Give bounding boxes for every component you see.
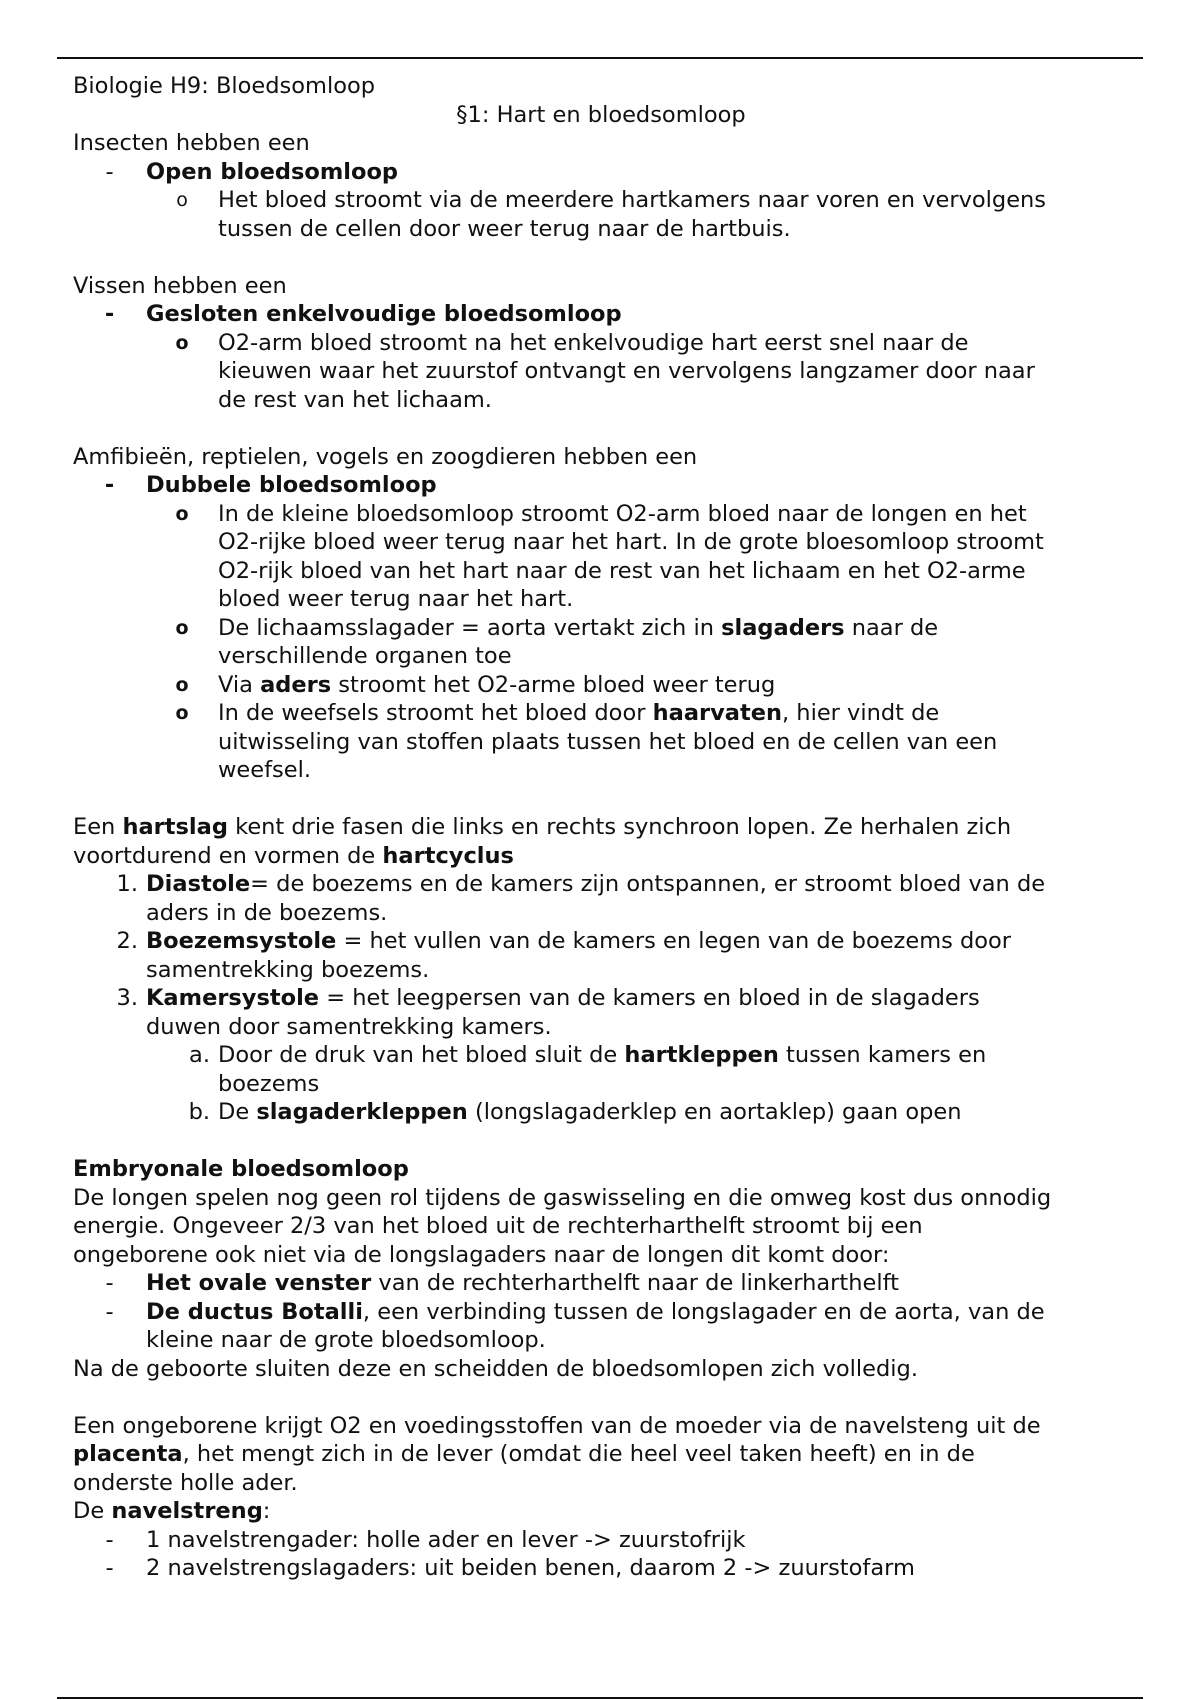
dash-bullet: - <box>105 1298 114 1325</box>
document-page <box>73 72 1133 1583</box>
dash-bullet: - <box>105 1270 114 1296</box>
haarvaten-term: haarvaten <box>652 700 782 726</box>
dash-bullet: - <box>104 301 115 327</box>
text-run: De <box>218 1099 257 1125</box>
dash-bullet: - <box>105 1555 114 1581</box>
list-item <box>73 699 1133 785</box>
sub-line: kieuwen waar het zuurstof ontvangt en vervolgens langzamer door naar <box>218 358 1035 384</box>
list-item <box>73 1298 1133 1355</box>
letter-marker: a. <box>189 1042 210 1068</box>
list-item-text: 1 navelstrengader: holle ader en lever -> zuurstofrijk <box>146 1526 746 1553</box>
sub-line: uitwisseling van stoffen plaats tussen het bloed en de cellen van een <box>218 728 998 755</box>
paragraph-line: Een ongeborene krijgt O2 en voedingsstoffen van de moeder via de navelsteng uit de <box>73 1412 1041 1439</box>
list-item <box>73 1554 1133 1583</box>
dash-bullet: - <box>104 472 115 498</box>
list-item <box>73 1526 1133 1555</box>
ductus-botalli-term: De ductus Botalli <box>146 1298 363 1325</box>
paragraph-line: ongeborene ook niet via de longslagaders naar de longen dit komt door: <box>73 1241 890 1268</box>
sub-line: In de kleine bloedsomloop stroomt O2-arm bloed naar de longen en het <box>218 500 1027 527</box>
number-marker: 1. <box>116 871 138 897</box>
text-run: van de rechterharthelft naar de linkerharthelft <box>371 1270 899 1296</box>
text-run: Via <box>218 671 261 698</box>
sub-line: duwen door samentrekking kamers. <box>146 1013 552 1040</box>
sub-line: aders in de boezems. <box>146 899 388 926</box>
numbered-item <box>73 927 1133 984</box>
circle-bullet: o <box>176 189 188 211</box>
number-marker: 2. <box>116 928 138 954</box>
text-run: naar de <box>844 614 939 641</box>
list-item <box>73 500 1133 614</box>
bottom-rule <box>57 1697 1143 1699</box>
lettered-item <box>73 1098 1133 1127</box>
sub-line: verschillende organen toe <box>218 643 512 669</box>
text-run: In de weefsels stroomt het bloed door <box>218 700 653 726</box>
ovale-venster-term: Het ovale venster <box>146 1270 372 1296</box>
letter-marker: b. <box>188 1099 210 1125</box>
text-run: De <box>73 1498 112 1524</box>
numbered-item <box>73 870 1133 927</box>
navelstreng-term: navelstreng <box>111 1498 263 1524</box>
list-item <box>73 158 1133 187</box>
open-bloedsomloop-term: Open bloedsomloop <box>146 158 399 185</box>
text-run: = het leegpersen van de kamers en bloed in de slagaders <box>319 985 980 1011</box>
numbered-item <box>73 984 1133 1041</box>
sub-line: weefsel. <box>218 757 311 783</box>
sub-line: Het bloed stroomt via de meerdere hartkamers naar voren en vervolgens <box>218 187 1047 213</box>
sub-line: O2-arm bloed stroomt na het enkelvoudige hart eerst snel naar de <box>218 329 969 356</box>
placenta-term: placenta <box>73 1441 183 1467</box>
section-title: §1: Hart en bloedsomloop <box>456 101 746 128</box>
paragraph-line: De longen spelen nog geen rol tijdens de gaswisseling en die omweg kost dus onnodig <box>73 1184 1052 1211</box>
text-run: , het mengt zich in de lever (omdat die heel veel taken heeft) en in de <box>182 1441 975 1467</box>
doc-title: Biologie H9: Bloedsomloop <box>73 73 376 99</box>
text-run: De lichaamsslagader = aorta vertakt zich in <box>218 614 722 641</box>
paragraph-line: onderste holle ader. <box>73 1469 298 1496</box>
text-run: = de boezems en de kamers zijn ontspannen, er stroomt bloed van de <box>250 871 1046 897</box>
boezemsystole-term: Boezemsystole <box>146 928 337 954</box>
hartcyclus-term: hartcyclus <box>382 842 514 869</box>
paragraph-line: Na de geboorte sluiten deze en scheidden de bloedsomlopen zich volledig. <box>73 1355 918 1382</box>
list-item-text: 2 navelstrengslagaders: uit beiden benen, daarom 2 -> zuurstofarm <box>146 1555 915 1581</box>
list-item <box>73 671 1133 700</box>
hartkleppen-term: hartkleppen <box>624 1042 779 1068</box>
number-marker: 3. <box>116 985 138 1011</box>
vissen-intro: Vissen hebben een <box>73 272 287 299</box>
sub-line: samentrekking boezems. <box>146 956 430 983</box>
aders-term: aders <box>260 671 332 698</box>
slagaderkleppen-term: slagaderkleppen <box>256 1099 468 1125</box>
circle-bullet: o <box>175 673 189 696</box>
paragraph-line: energie. Ongeveer 2/3 van het bloed uit de rechterharthelft stroomt bij een <box>73 1213 923 1239</box>
text-run: = het vullen van de kamers en legen van de boezems door <box>336 928 1012 954</box>
sub-line: O2-rijke bloed weer terug naar het hart. In de grote bloesomloop stroomt <box>218 529 1044 555</box>
text-run: Door de druk van het bloed sluit de <box>218 1042 625 1068</box>
dubbele-term: Dubbele bloedsomloop <box>146 472 437 498</box>
text-run: (longslagaderklep en aortaklep) gaan open <box>467 1099 962 1125</box>
circle-bullet: o <box>175 502 189 525</box>
list-item <box>73 471 1133 500</box>
gesloten-term: Gesloten enkelvoudige bloedsomloop <box>146 301 622 327</box>
kamersystole-term: Kamersystole <box>146 985 320 1011</box>
slagaders-term: slagaders <box>721 614 845 641</box>
list-item <box>73 186 1133 243</box>
top-rule <box>57 57 1143 59</box>
sub-line: kleine naar de grote bloedsomloop. <box>146 1327 546 1353</box>
circle-bullet: o <box>175 331 189 354</box>
text-run: : <box>262 1498 271 1524</box>
insecten-intro: Insecten hebben een <box>73 130 310 156</box>
diastole-term: Diastole <box>146 871 251 897</box>
embryo-heading: Embryonale bloedsomloop <box>73 1156 409 1182</box>
circle-bullet: o <box>175 616 189 639</box>
sub-line: bloed weer terug naar het hart. <box>218 586 574 612</box>
text-run: Een <box>73 814 123 840</box>
list-item <box>73 614 1133 671</box>
lettered-item <box>73 1041 1133 1098</box>
text-run: , een verbinding tussen de longslagader en de aorta, van de <box>362 1298 1045 1325</box>
dash-bullet: - <box>105 1526 114 1553</box>
text-run: tussen kamers en <box>778 1042 987 1068</box>
list-item <box>73 329 1133 415</box>
hartslag-paragraph <box>73 813 1133 842</box>
list-item <box>73 300 1133 329</box>
text-run: kent drie fasen die links en rechts synchroon lopen. Ze herhalen zich <box>227 814 1012 840</box>
text-run: stroomt het O2-arme bloed weer terug <box>331 671 776 698</box>
sub-line: tussen de cellen door weer terug naar de hartbuis. <box>218 215 791 242</box>
text-run: , hier vindt de <box>782 700 940 726</box>
sub-line: O2-rijk bloed van het hart naar de rest van het lichaam en het O2-arme <box>218 557 1026 584</box>
text-run: voortdurend en vormen de <box>73 842 383 869</box>
dash-bullet: - <box>105 158 114 185</box>
sub-line: de rest van het lichaam. <box>218 386 492 413</box>
dubbel-intro: Amfibieën, reptielen, vogels en zoogdieren hebben een <box>73 443 698 470</box>
hartslag-term: hartslag <box>122 814 228 840</box>
sub-line: boezems <box>218 1070 320 1097</box>
circle-bullet: o <box>175 702 189 724</box>
list-item <box>73 1269 1133 1298</box>
